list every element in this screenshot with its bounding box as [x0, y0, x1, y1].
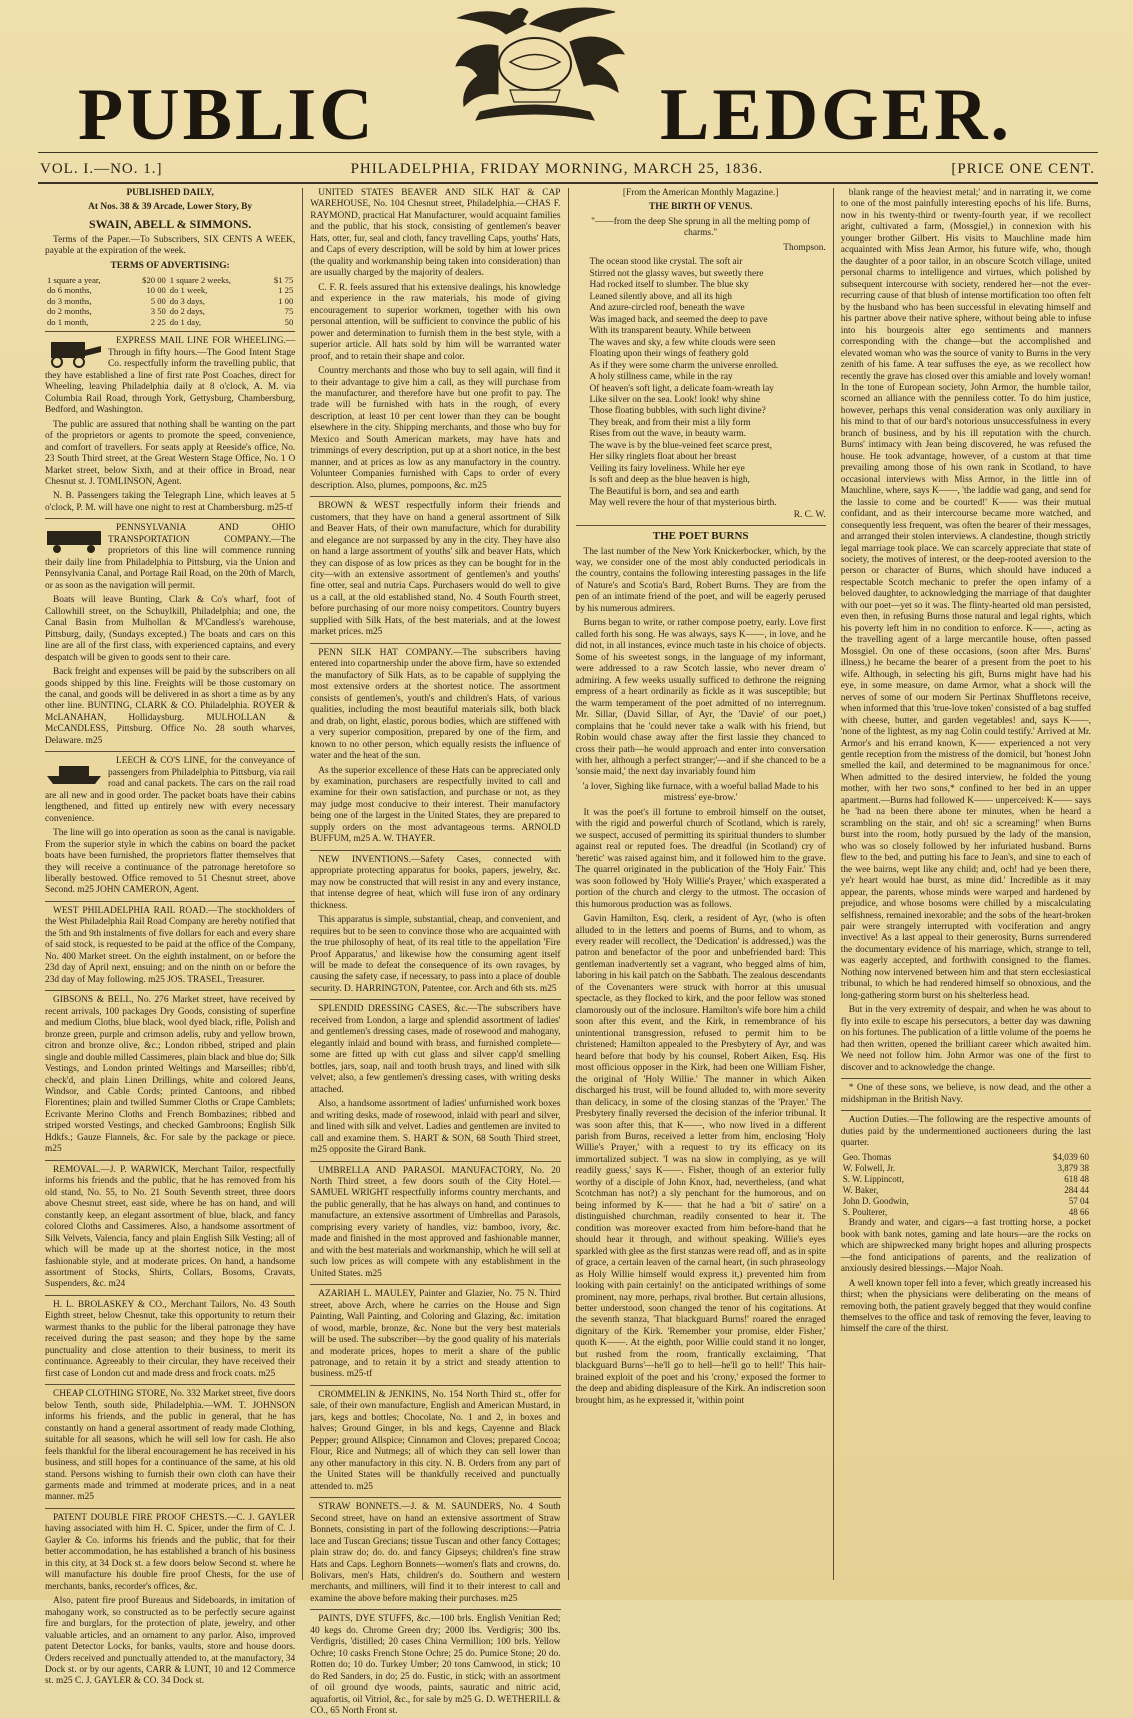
rates-cell: 1 00 [278, 295, 294, 306]
penn-silk-hat-ad: PENN SILK HAT COMPANY.—The subscribers having entered into copartnership under the above firm, have so extended the manufactory of Silk Hats, as to be capable of supplying the most extensive orders at the shortest notice. The assortment consists of gentlemen's, youth's and children's Hats, of various qualities, including the most beautiful materials silk, both black and drab, on light, elastic, porous bodies, which are stiffened with a very superior composition, prepared by one of the firm, and known to no other person, which equally resists the influence of water and the heat of the sun. [310, 647, 561, 762]
poem-line: Rises from out the wave, in beauty warm. [589, 429, 746, 440]
dateline-rule [38, 182, 1098, 184]
rates-cell: do 1 week, [169, 285, 208, 296]
auctioneer-name: W. Baker, [842, 1185, 879, 1196]
hat-warehouse-ad-2: C. F. R. feels assured that his extensive dealings, his knowledge and experience in the raw materials, his mode of giving encouragement to superior workmen, together with his own personal attention, will be sufficient to convince the public of his power and determination to furnish them in the best style, with a superior article. All hats sold by him will be warranted water proof, and to retain their shape and color. [310, 282, 561, 362]
poem-source: [From the American Monthly Magazine.] [622, 188, 779, 198]
rates-row [45, 306, 295, 316]
crommelin-ad: CROMMELIN & JENKINS, No. 154 North Third st., offer for sale, of their own manufacture, English and American Mustard, in jars, kegs and bottles; Chocolate, No. 1 and 2, in boxes and halves; Ground Ginger, in bls and kegs, Cayenne and Black Pepper; ground Allspice; Cinnamon and Cloves; prepared Cocoa; Flour, Rice and Nutmegs; all of which they can sell lower than any other manufactory in this city. N. B. Orders from any part of the United States will be thankfully received and punctually attended to. m25 [310, 1389, 561, 1492]
duty-amount: 618 48 [1064, 1174, 1089, 1185]
express-mail-ad-3: N. B. Passengers taking the Telegraph Line, which leaves at 5 o'clock, P. M. will have one night to rest at Chambersburg. m25-tf [45, 491, 296, 513]
burns-paragraph: Burns began to write, or rather compose poetry, early. Love first called forth his song. He was always, says K——, in love, and he did not, in all instances, evince much taste in his choice of objects. Some of his sweetest songs, in the language of my informant, were addressed to a raw Scotch lassie, who never dream o' admiring. A few weeks usually sufficed to dethrone the reigning empress of a heart ordinarily as fickle as it was susceptible; but the warm temperament of the poet admitted of no interregnum. Mr. Sillar, (David Sillar, of Ayr, the 'Davie' of our poet,) complains that he 'could never take a walk with his friend, but Robin would chase away after the first lassie they chanced to cross their path—he would approach and enter into conversation with her, although a perfect stranger;'—and if she chanced to be a 'sonsie maid,' the next day invariably found him [575, 618, 826, 778]
poem-line: Her silky ringlets float about her breast [589, 452, 737, 463]
columns [38, 188, 1098, 1717]
rates-row [45, 275, 295, 285]
rates-cell: 75 [284, 306, 294, 317]
penn-ohio-ad-2: Boats will leave Bunting, Clark & Co's wharf, foot of Callowhill street, on the Schuylkill, Philadelphia; and one, the Canal Basin from Mulhollan & M'Candless's warehouse, Pittsburg, daily, (Sundays excepted.) The boats and cars on this line are all of the first class, with experienced captains, and every despatch will be given to goods sent to their care. [45, 595, 296, 663]
duties-row [841, 1163, 1091, 1174]
brolaskey-ad: H. L. BROLASKEY & CO., Merchant Tailors, No. 43 South Eighth street, below Chesnut, take this opportunity to return their warmest thanks to the public for the liberal patronage they have received during the past season; and they hope by the same punctuality and close attention to their business, to merit its continuance. Agreeably to their circular, they have received their first case of London cut and made dress and frock coats. m25 [45, 1299, 296, 1379]
rates-cell: 5 00 [150, 295, 166, 306]
brown-west-ad: BROWN & WEST respectfully inform their friends and customers, that they have on hand a general assortment of Silk and Beaver Hats, of their own manufacture, which for durability and elegance are not surpassed by any in the city. They have also on hand a large assortment of youths' silk and beaver Hats, which they can dispose of as low prices as they can be bought for in the city—with an extensive assortment of gentlemen's and youths' fine otter, seal and nutria Caps. Purchasers would do well to give us a call, at the old established stand, No. 4 South Fourth street, before purchasing of our more noisy competitors. Country buyers supplied with Silk Hats, of the best materials, and at the lowest market prices. m25 [310, 501, 561, 638]
eagle-shield-emblem-icon [410, 2, 660, 137]
burns-paragraph: It was the poet's ill fortune to embroil himself on the outset, with the rigid and powerful church of Scotland, which is rarely, we suspect, accused of permitting its spiritual thunders to slumber against real or reputed foes. The dreadful (in Scotland) cry of 'heretic' was raised against him, and it followed him to the grave. The quarrel originated in the publication of the 'Holy Fair.' This was soon followed by 'Holy Willie's Prayer,' which exasperated a portion of the church and clergy to the utmost. The occasion of this humorous production was as follows. [575, 807, 826, 910]
new-inventions-ad-2: This apparatus is simple, substantial, cheap, and convenient, and requires but to be seen to convince those who are acquainted with the true philosophy of heat, of its real title to the appellation 'Fire Proof Apparatus,' and likewise how the consuming agent itself will be made to defeat the consequence of its own ravages, by causing the safety case, if necessary, to pass into a place of double security. D. HARRINGTON, Patentee, cor. Arch and 6th sts. m25 [310, 915, 561, 994]
auction-duties-intro: Auction Duties.—The following are the respective amounts of duties paid by the undermentioned auctioneers during the last quarter. [840, 1115, 1091, 1148]
published-notice: PUBLISHED DAILY, [126, 188, 214, 198]
rates-cell: 10 00 [146, 285, 166, 296]
brandy-item: Brandy and water, and cigars—a fast trotting horse, a pocket book with bank notes, gaming and late hours—are the rocks on which are shipwrecked many bright hopes and alluring prospects—the fond anticipations of parents, and the realization of anxiously desired blessings.—Major Noah. [840, 1218, 1091, 1275]
burns-paragraph: Gavin Hamilton, Esq. clerk, a resident of Ayr, (who is often alluded to in the letters and poems of Burns, and to whom, as every reader will recollect, the 'Dedication' is addressed,) was the patron and benefactor of the poor and unbefriended bard: This gentleman inadvertently set a vagrant, who begged alms of him, laboring in his kail patch on the Sabbath. The zealous descendants of the Covenanters were struck with horror at this unusual spectacle, as they flocked to kirk, and the poor fellow was stoned clamorously out of the inclosure. Hamilton's wife bore him a child soon after this event, and the Kirk, in remembrance of his unintentional transgression, refused to permit him to be christened; Hamilton appealed to the Presbytery of Ayr, and was heard before that body by his counsel, Robert Aiken, Esq. His most officious opposer in the Kirk, had been one William Fisher, the original of 'Holy Willie.' The manner in which Aiken discharged his trust, will be found alluded to, with more severity than delicacy, in some of the closing stanzas of the 'Prayer.' The Presbytery finally reversed the decision of the inferior tribunal. It was soon after this, that K——, who now lived in a different parish from Burns, received a letter from him, enclosing 'Holy Willie's Prayer,' with a request to try its efficacy on its immortalized subject. 'I was na slow in complying, as ye will readily guess,' says K——. Fisher, though of an exterior fully worthy of a disciple of John Knox, had, nevertheless, (and what Scotchman has not?) a sly penchant for the humorous, and on being informed by K—— that he had a 'bit o' satire' on a distinguished churchman, readily consented to hear it. The condition was moreover exacted from him before-hand that he should hear it through, and without speaking. Willie's eyes sparkled with glee as the first stanzas were read off, and as in spite of grace, a certain leaven of the carnal heart, (in such phraseology as Holy Willie himself would express it,) prevented him from looking with pain certainly! on the anticipated writhings of some prominent, nay more, perhaps, rival brother. But certain allusions, better understood, soon changed the tenor of his cogitations. At the seventh stanza, 'That blackguard Burns!' roared the enraged dignitary of the Kirk. 'Remember your promise, elder Fisher,' quoth K——. At the eighth, poor Willie could stand it no longer, but rushed from the room, frantically exclaiming, 'That blackguard Burns'—he'll go to hell—he'll go to hell!' This hair-brained exploit of the poet and his 'crony,' exposed the former to the deep and abiding displeasure of the Kirk. An indiscretion soon brought him, as he expressed it, 'within point [575, 914, 826, 1406]
rates-cell: do 2 months, [47, 306, 92, 317]
rates-row [45, 317, 295, 327]
rates-cell: do 1 day, [169, 316, 201, 327]
rates-cell: do 3 days, [169, 295, 205, 306]
poem-line: Stirred not the glassy waves, but sweetly there [589, 268, 764, 279]
auctioneer-name: Geo. Thomas [842, 1152, 892, 1163]
poem-line: May well revere the hour of that mysterious birth. [589, 498, 777, 509]
poem-line: They break, and from their mist a lily form [589, 417, 751, 428]
burns-paragraph: The last number of the New York Knickerbocker, which, by the way, we consider one of the most ably conducted periodicals in the country, contains the following interesting passages in the life of Nature's and Scotia's Bard, Robert Burns. They are from the pen of an intimate friend of the poet, and will be eagerly perused by his numerous admirers. [575, 546, 826, 614]
poem-line: Like silver on the sea. Look! look! why shine [589, 394, 761, 405]
hat-warehouse-ad: UNITED STATES BEAVER AND SILK HAT & CAP WAREHOUSE, No. 104 Chesnut street, Philadelphia.—CHAS F. RAYMOND, practical Hat Manufacturer, would acquaint families and the public, that his stock, consisting of gentlemen's beaver Hats, otter, fur, seal and cloth, fancy travelling Caps, youths' Hats, and Caps of every description, will be sold by him at lower prices (the quality and workmanship being taken into consideration) than are usually charged by the majority of dealers. [310, 188, 561, 279]
auctioneer-name: S. W. Lippincott, [842, 1174, 905, 1185]
burns-continued: But in the very extremity of despair, and when he was about to fly into exile to escape his persecutors, a better day was dawning on his fortunes. The publication of a little volume of the poems he had then written, opened the brilliant career which awaited him. We need not follow him. John Armor was one of the first to discover and to acknowledge the change. [840, 1005, 1091, 1073]
rates-cell: 1 square 2 weeks, [169, 274, 231, 285]
poem-line: As if they were some charm the universe enrolled. [589, 360, 779, 371]
top-rule [38, 152, 1098, 153]
toper-item: A well known toper fell into a fever, which greatly increased his thirst; when the physicians were deliberating on the means of removing both, the patient gravely begged that they would confine themselves to the office and task of removing the fever, leaving to himself the care of the thirst. [840, 1278, 1091, 1335]
paints-ad: PAINTS, DYE STUFFS, &c.—100 brls. English Venitian Red; 40 kegs do. Chrome Green dry; 2000 lbs. Verdigris; 300 lbs. Verdigris, 'distilled; 20 cases China Vermillion; 100 brls. Yellow Ochre; 10 casks French Stone Ochre; 25 do. Pumice Stone; 20 do. Rotten do; 10 do. Turkey Umber; 20 tons Camwood, in stick; 10 do Red Sanders, in do; 25 do. Fustic, in stick; with an assortment of oil ground dye woods, paints, sauratic and nitric acid, aquafortis, oil Vitriol, &c., for sale by m25 G. D. WETHERILL & CO., 65 North Front st. [310, 1614, 561, 1717]
poem-line: A holy stillness came, while in the ray [589, 372, 733, 383]
rates-row [45, 296, 295, 306]
poem-title: THE BIRTH OF VENUS. [648, 202, 753, 213]
duties-row [841, 1152, 1091, 1163]
poem-line: Those floating bubbles, with such light divine? [589, 406, 766, 417]
volume-number: VOL. I.—NO. 1.] [40, 160, 163, 177]
rates-cell: do 1 month, [47, 316, 89, 327]
duty-amount: 3,879 38 [1057, 1163, 1089, 1174]
rates-title: TERMS OF ADVERTISING: [110, 260, 230, 271]
dressing-cases-ad-2: Also, a handsome assortment of ladies' unfurnished work boxes and writing desks, made of rosewood, inlaid with pearl and silver, and lined with silk and velvet. Ladies and gentlemen are invited to call and examine them. S. HART & SON, 68 South Third street, m25 opposite the Girard Bank. [310, 1099, 561, 1156]
masthead [0, 0, 1133, 156]
painter-glazier-ad: AZARIAH L. MAULEY, Painter and Glazier, No. 75 N. Third street, above Arch, where he carries on the House and Sign Painting, Wall Painting, and Coloring and Glazing, &c. imitation of wood, marble, bronze, &c. None but the very best materials will be used. The subscriber—by the good quality of his materials and moderate prices, hopes to merit a share of the public patronage, and to retain it by a strict and steady attention to business. m25-tf [310, 1289, 561, 1380]
publisher-names: SWAIN, ABELL & SIMMONS. [88, 216, 252, 231]
rates-cell: 3 50 [150, 306, 166, 317]
poem-line: The ocean stood like crystal. The soft air [589, 257, 743, 268]
footnote: * One of these sons, we believe, is now dead, and the other a midshipman in the British Navy. [840, 1083, 1091, 1105]
poem-body [576, 257, 826, 509]
hat-warehouse-ad-3: Country merchants and those who buy to sell again, will find it to their advantage to give him a call, as they will purchase from the manufacturer, and therefore have but one profit to pay. The trade will be furnished with hats in the rough, of every description, at least 10 per cent lower than they can be bought elsewhere in the city. Shipping merchants, and those who buy for Mexico and South American markets, may have hats and trimmings of every description, put up at a short notice, in the best manner, and at prices as low as any manufactory in the country. Volunteer Companies furnished with Caps to order of every description. Also, plumes, pompoons, &c. m25 [310, 366, 561, 491]
auctioneer-name: W. Folwell, Jr. [842, 1163, 896, 1174]
column-2 [302, 188, 567, 1717]
rates-cell: do 2 days, [169, 306, 205, 317]
poem-line: Is soft and deep as the blue heaven is high, [589, 475, 750, 486]
leech-line-ad: LEECH & CO'S LINE, for the conveyance of passengers from Philadelphia to Pittsburg, via rail road and canal packets. The cars on the rail road are all new and in good order. The packet boats have their cabins lengthened, and fitted up entirely new with every necessary convenience. [45, 756, 296, 824]
poem-line: Veiling its fairy loveliness. While her eye [589, 463, 745, 474]
auctioneer-name: John D. Goodwin, [842, 1196, 909, 1207]
poem-line: Had rocked itself to slumber. The blue sky [589, 280, 749, 291]
straw-bonnets-ad: STRAW BONNETS.—J. & M. SAUNDERS, No. 4 South Second street, have on hand an extensive assortment of Straw Bonnets, consisting in part of the following descriptions:—Patria lace and Tuscan Grecians; tissue Tuscan and other fancy Cottages; plain straw do; do. do. and fancy Gipseys; children's fine straw Hats and Caps. Leghorn Bonnets—women's flats and crowns, do. Bolivars, men's Hats, children's do. Southern and western merchants, and milliners, will find it to their interest to call and examine the above before making their purchases. m25 [310, 1502, 561, 1604]
publisher-address: At Nos. 38 & 39 Arcade, Lower Story, By [88, 202, 253, 213]
duties-row [841, 1185, 1091, 1196]
leech-line-ad-2: The line will go into operation as soon as the canal is navigable. From the superior style in which the cabins on board the packet boats have been furnished, the proprietors flatter themselves that they will receive a continuance of the patronage heretofore so liberally bestowed. Office removed to 51 Chesnut street, above Second. m25 JOHN CAMERON, Agent. [45, 828, 296, 896]
rates-cell: do 3 months, [47, 295, 92, 306]
dateline [40, 158, 1095, 180]
column-3 [568, 188, 833, 1580]
column-1 [38, 188, 302, 1687]
rates-cell: 1 25 [278, 285, 294, 296]
duties-row [841, 1196, 1091, 1207]
penn-silk-hat-ad-2: As the superior excellence of these Hats can be appreciated only by examination, purchasers are respectfully invited to call and examine for their own satisfaction, and purchase or not, as they may judge most conducive to their interest. Their manufactory being one of the largest in the United States, they are prepared to supply orders on the most advantageous terms. ARNOLD BUFFUM, m25 A. W. THAYER. [310, 765, 561, 845]
masthead-title-left: PUBLIC [78, 74, 376, 156]
poem-line: And azure-circled roof, beneath the wave [589, 303, 745, 314]
poem-line: Was imaged back, and seemed the deep to pave [589, 314, 768, 325]
gibsons-bell-ad: GIBSONS & BELL, No. 276 Market street, have received by recent arrivals, 100 packages Dry Goods, consisting of superfine and medium Cloths, blue black, wool dyed black, rifle, Polish and bronze green, purple and crimson adelis, ruby and yellow brown, citron and bronze olive, &c.; London ribbed, striped and plain single and double milled Cassimeres, plain black and blue do; Silk Vestings, and London printed Weltings and Marseilles; ribb'd, check'd, and plain Linen Drillings, white and colored Jeans, Windsor, and Cable Cords; printed Cantoons, and ribbed Florentines; plain and twilled Summer Cloths or Crape Camblets; Ecrivante Merino Cloths and French Bombazines; ribbed and striped worsted Vestings, and checked Gambroons; English Silk Hdkfs.; Gauze Flannels, &c. For sale by the package or piece. m25 [45, 995, 296, 1155]
umbrella-ad: UMBRELLA AND PARASOL MANUFACTORY, No. 20 North Third street, a few doors south of the City Hotel.—SAMUEL WRIGHT respectfully informs country merchants, and the public generally, that he has always on hand, and continues to manufacture, an extensive assortment of Umbrellas and Parasols, comprising every variety of handles, viz: bamboo, ivory, &c. made and finished in the most approved and fashionable manner, and with the best materials and workmanship, which he will sell at such low prices as will compete with any establishment in the United States. m25 [310, 1165, 561, 1279]
masthead-title-right: LEDGER. [660, 74, 1013, 156]
penn-ohio-ad: PENNSYLVANIA AND OHIO TRANSPORTATION COMPANY.—The proprietors of this line will commence running their daily line from Philadelphia to Pittsburg, via the Union and Pennsylvania Canal, and Portage Rail Road, on the 20th of March, or as soon as the navigation will permit. [45, 523, 296, 591]
fire-proof-chests-ad-2: Also, patent fire proof Bureaus and Sideboards, in imitation of mahogany work, so constructed as to be perfectly secure against fire and burglars, for the protection of plate, jewelry, and other valuable articles, and an ornament to any parlor. Also, improved patent Detector Locks, for banks, vaults, store and house doors. Orders received and punctually attended to, at the manufactory, 34 Dock st. or by our agents, CARR & LUNT, 10 and 12 Commerce st. m25 C. J. GAYLER & CO. 34 Dock st. [45, 1596, 296, 1687]
rates-cell: 50 [284, 316, 294, 327]
poem-signature: R. C. W. [793, 509, 826, 520]
rates-table [45, 275, 295, 327]
rates-cell: 1 square a year, [47, 274, 101, 285]
poem-line: Of heaven's soft light, a delicate foam-wreath lay [589, 383, 774, 394]
rates-row [45, 285, 295, 295]
duty-amount: 48 66 [1068, 1207, 1089, 1218]
rates-cell: $20 00 [142, 274, 166, 285]
duty-amount: 57 04 [1068, 1196, 1089, 1207]
rates-cell: do 6 months, [47, 285, 92, 296]
fire-proof-chests-ad: PATENT DOUBLE FIRE PROOF CHESTS.—C. J. GAYLER having associated with him H. C. Spicer, under the firm of C. J. Gayler & Co. informs his friends and the public, that for their better accommodation, he has established a branch of his business in this city, at 34 Dock st. a few doors below Second st. where he will manufacture his double fire proof Chests, for the use of merchants, banks, recorder's offices, &c. [45, 1512, 296, 1592]
stagecoach-icon [45, 338, 103, 368]
express-mail-ad: EXPRESS MAIL LINE FOR WHEELING.—Through in fifty hours.—The Good Intent Stage Co. respectfully inform the travelling public, that they have established a line of first rate Post Coaches, direct for Wheeling, leaving Philadelphia daily at 8 o'clock, A. M. via Columbia Rail Road, through York, Gettysburg, Chambersburg, Bedford, and Washington. [45, 336, 296, 416]
poem-line: With its transparent beauty. While between [589, 326, 751, 337]
auction-duties-table [841, 1152, 1091, 1218]
duties-row [841, 1207, 1091, 1218]
penn-ohio-ad-3: Back freight and expenses will be paid by the subscribers on all goods shipped by this line. Freights will be those customary on the canal, and goods will be delivered in as short a time as by any other line. BUNTING, CLARK & CO. Philadelphia. ROYER & McLANAHAN, Hollidaysburg. MULHOLLAN & McCANDLESS, Pittsburg. Office No. 28 south wharves, Delaware. m25 [45, 667, 296, 746]
poem-epigraph: "——from the deep She sprung in all the melting pomp of charms." [591, 216, 811, 239]
place-date: PHILADELPHIA, FRIDAY MORNING, MARCH 25, 1836. [350, 160, 764, 177]
rates-cell: $1 75 [273, 274, 294, 285]
canal-boat-icon [45, 758, 103, 788]
duties-row [841, 1174, 1091, 1185]
removal-ad: REMOVAL.—J. P. WARWICK, Merchant Tailor, respectfully informs his friends and the public, that he has removed from his old stand, No. 55, to No. 21 South Seventh street, three doors above Chesnut street, east side, where he has on hand, and will constantly keep, an elegant assortment of blue, black, and fancy colored Cloths and Cassimeres. Also, a handsome assortment of Silk Velvets, Valencia, fancy and plain English Silk Vesting; all of which will be made up at the shortest notice, in the most fashionable style, and at moderate prices. On hand, a handsome assortment of Stocks, Shirts, Collars, Bosoms, Cravats, Suspenders, &c. m24 [45, 1164, 296, 1290]
column-4 [833, 188, 1098, 1580]
new-inventions-ad: NEW INVENTIONS.—Safety Cases, connected with appropriate protecting apparatus for books, papers, jewelry, &c. may now be constructed that will resist in any and every instance, that intense degree of heat, which will fuse iron of any ordinary thickness. [310, 854, 561, 911]
epigraph-author: Thompson. [783, 242, 826, 253]
dressing-cases-ad: SPLENDID DRESSING CASES, &c.—The subscribers have received from London, a large and splendid assortment of ladies' and gentlemen's dressing cases, made of rosewood and mahogany, elegantly inlaid and bound with brass, and furnished complete—some are fitted up with cut glass and silver capp'd smelling bottles, jars, soap, nail and tooth brush trays, and lined with silk velvet; also, a few gentlemen's dressing cases, with writing desks attached. [310, 1004, 561, 1095]
poem-line: The waves and sky, a few white clouds were seen [589, 337, 776, 348]
terms-text: Terms of the Paper.—To Subscribers, SIX CENTS A WEEK, payable at the expiration of the week. [45, 234, 296, 257]
price: [PRICE ONE CENT. [951, 160, 1095, 177]
rates-cell: 2 25 [150, 316, 166, 327]
rail-car-icon [45, 525, 103, 555]
burns-continued: blank range of the heaviest metal;' and in narrating it, we come to one of the most painfully interesting epochs of his life. Burns, now in his twenty-third or twenty-fourth year, if we recollect aright, cultivated a farm, (Mossgiel,) in connexion with his younger brother Gilbert. His visits to Mauchline made him acquainted with Miss Jean Armor, his future wife, who, though the daughter of a poor tailor, in an obscure Scotch village, united personal charms to intelligence and virtues, which polished by subsequent intercourse with society, rendered her—not the ever-recurring cause of that blush of intense mortification too often felt by the husband who has been successful in elevating himself and his partner above their native sphere, without being able to infuse into his bourgeois alter ego sentiments and manners corresponding with the change—but the accomplished and elevated woman who was the source of vanity to Burns in the very zenith of his fame. A tear suffuses the eye, as we recollect how recently the grave has closed over this amiable and lovely woman! In the tone of European society, John Armor, the humble tailor, scorned an alliance with the penniless cotter. To do him justice, however, perhaps this venal consideration was only auxiliary in his mind to that of our bard's notorious unsuccessfulness in every branch of business, and by his ill reputation with the church. Burns' intimacy with Jean being discovered, he was refused the house. He took advantage, however, of a custom at that time prevailing among those of his own rank in Scotland, to have occasional interviews with Miss Armor, in the little inn of Mauchline, where, says K——, 'the laddie wad gang, and send for the lassie to come and be courted!' K—— was their mutual confidant, and as their intercourse became more watched, and consequently less frequent, was often the bearer of their messages, and arranged their stolen interviews. A clandestine, though strictly legal marriage took place. We can scarcely appreciate that state of society, the motives of interest, or the deep-rooted aversion to the person or character of Burns, which should have induced a respectable Scotch mechanic to prefer the open infamy of a beloved daughter, to acknowledging the marriage of that daughter with our poet—yet so it was. The flinty-hearted old man persisted, even then, in refusing Burns those natural and legal rights, which his poverty left him in no condition to enforce. K——, acting as the travelling agent of a large mercantile house, often passed Mossgiel. On one of these occasions, (soon after Mrs. Burns' illness,) he became the bearer of a present from the poet to his wife. Although, in selecting his gift, Burns might have had his eye, in some measure, on dame Armor, what a shock will the nerves of some of our modern Sir Pertinax Shuffletons receive, when informed that this 'true-love token' consisted of a bag stuffed with cheese, butter, and garden vegetables! and, says K——, 'none of the lightest, as my nag Colin could testify.' Arrived at Mr. Armor's and his errand known, K—— experienced a not very gentle reception from the mistress of the domicil, but 'honest John smelled the kail, and determined to be magnanimous for once.' When admitted to the desired interview, he folded the young mother, with her two sons,* confined to her bed in an upper apartment.—Burns had followed K—— unperceived: K—— says he 'had na been there abone ter minutes, when he heard a scrambling on the stair, and oh! sic a screaming!' when Burns burst into the room, hotly pursued by the lady of the mansion, who was so closely followed by her infuriated husband. Burns flew to the bed, and putting his face to Jean's, and sine to each of the wee bairns, wept like any child; and, och! had ye been there, ye'r heart would hae burst, as mine did.' Incredible as it may appear, the parents, whose minds were warped and hardened by prejudice, and whose bosoms were chilled by a miscalculating selfishness, remained inexorable; and the sobs of the heart-broken pair were strangely interrupted with vociferation and angry invective! As a last appeal to their generosity, Burns surrendered the documentary evidence of his marriage, which, strange to tell, was eagerly accepted, and forthwith consigned to the flames. Nothing now intervened between him and that stern ecclesiastical tribunal, to which he had rendered himself so obnoxious, and the long-gathering storm burst on his shelterless head. [840, 188, 1091, 1001]
cheap-clothing-ad: CHEAP CLOTHING STORE, No. 332 Market street, five doors below Tenth, south side, Philadelphia.—WM. T. JOHNSON informs his friends, and the public in general, that he has constantly on hand a general assortment of ready made Clothing, suitable for all seasons, which he will sell low for cash. He also feels thankful for the liberal encouragement he has received in his business, and still hopes for a continuance of the same, at his old stand. Persons wishing to furnish their own cloth can have their garments made and trimmed at moderate prices, and in a neat manner. m25 [45, 1389, 296, 1503]
poem-line: Leaned silently above, and all its high [589, 291, 732, 302]
auctioneer-name: S. Poulterer, [842, 1207, 888, 1218]
express-mail-ad-2: The public are assured that nothing shall be wanting on the part of the proprietors or agents to promote the speed, convenience, and comfort of travellers. For seats apply at Reeside's office, No. 23 South Third street, at the Great Western Stage Office, No. 1 O Market street, below Sixth, and at their office in Broad, near Chesnut st. J. TOMLINSON, Agent. [45, 419, 296, 488]
burns-quote: 'a lover, Sighing like furnace, with a woeful ballad Made to his mistress' eye-brow.' [582, 781, 819, 804]
burns-title: THE POET BURNS [652, 530, 749, 543]
poem-line: Floating upon their wings of feathery gold [589, 349, 749, 360]
west-phila-rail-ad: WEST PHILADELPHIA RAIL ROAD.—The stockholders of the West Philadelphia Rail Road Company are hereby notified that the 5th and 9th instalments of five dollars for each and every share of said stock, is requested to be paid at the office of the Company, No. 400 Market street. On the eighth instalment, on or before the 23d day of April next, ensuing; and on the ninth on or before the 23d day of May following. m25 JOS. TRASEL, Treasurer. [45, 905, 296, 985]
duty-amount: $4,039 60 [1053, 1152, 1089, 1163]
poem-line: The wave is by the blue-veined feet scarce prest, [589, 440, 772, 451]
poem-line: The Beautiful is born, and sea and earth [589, 486, 739, 497]
duty-amount: 284 44 [1064, 1185, 1089, 1196]
